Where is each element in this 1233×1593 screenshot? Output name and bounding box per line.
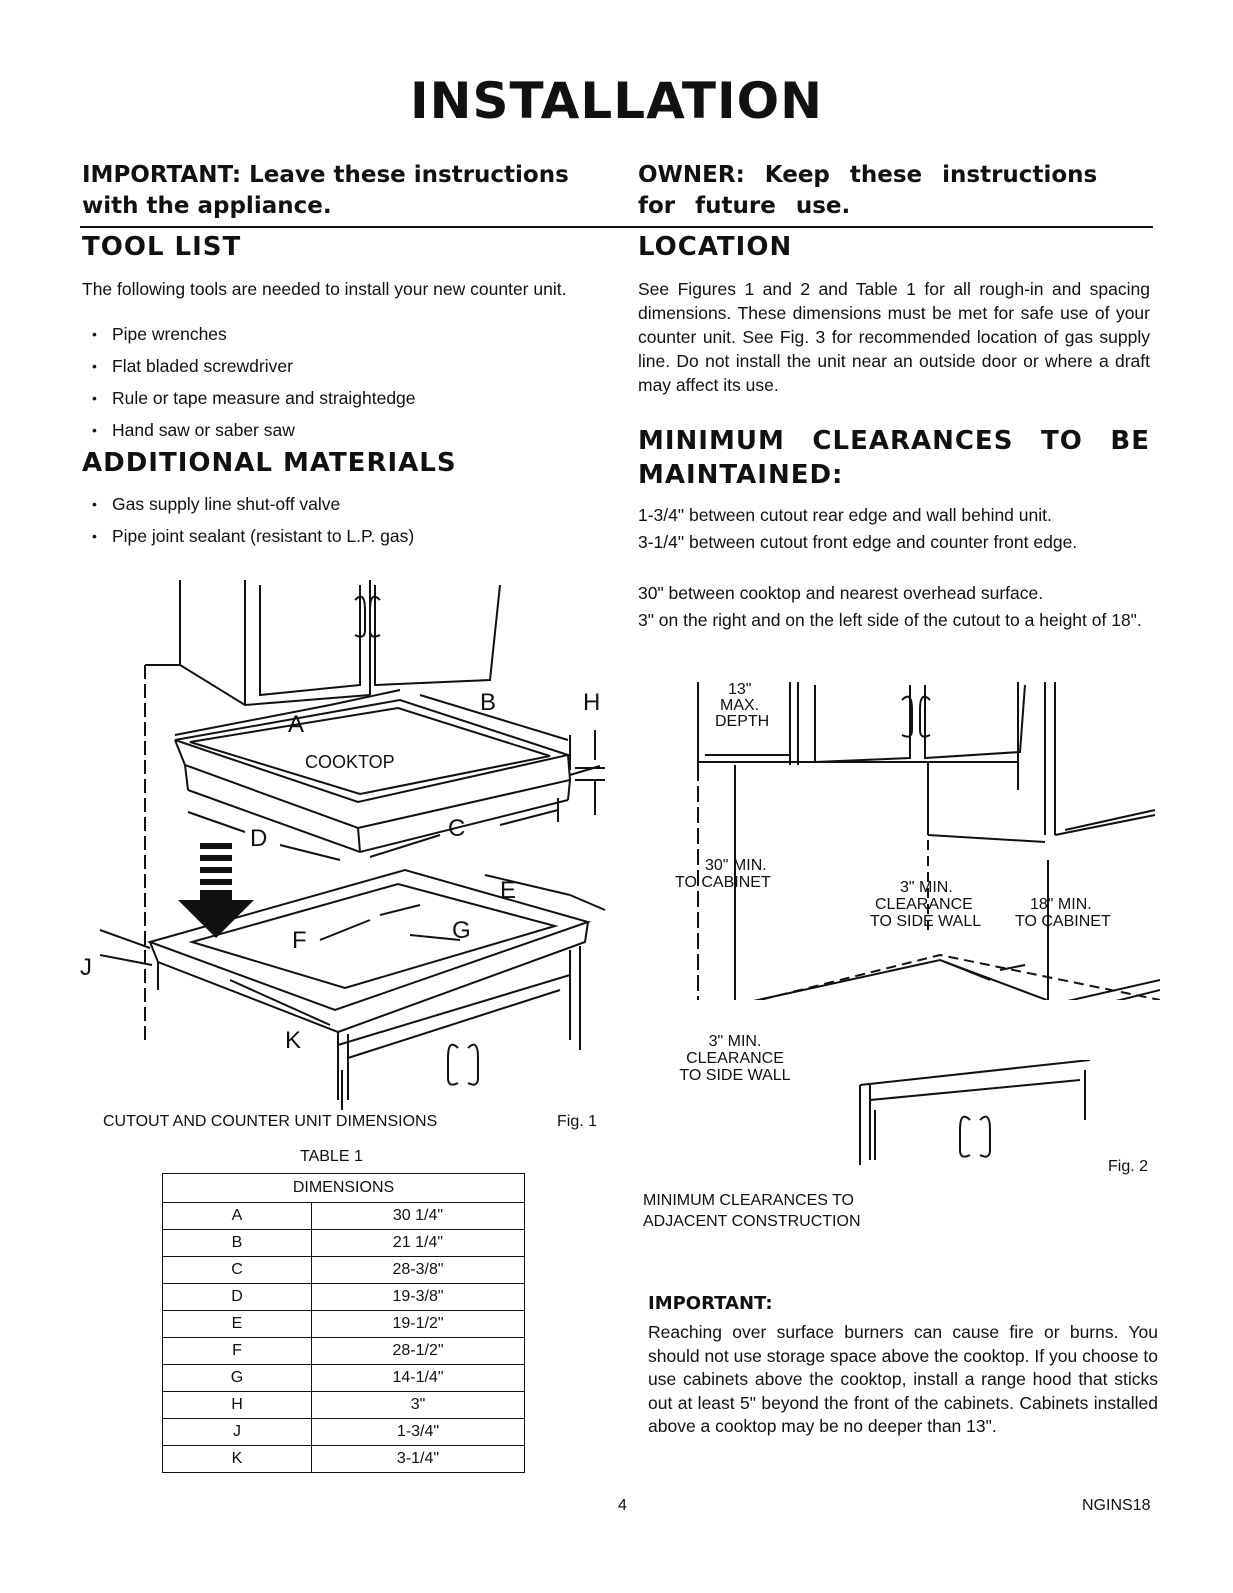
table-row: H 3": [163, 1392, 525, 1419]
table-row: C 28-3/8": [163, 1257, 525, 1284]
fig1-diagram: [80, 570, 620, 1110]
materials-list: [82, 492, 597, 556]
table1-title: TABLE 1: [300, 1148, 363, 1165]
table-row: K 3-1/4": [163, 1446, 525, 1473]
tool-list: [82, 322, 597, 450]
fig2-side-right-1: 3" MIN.: [900, 879, 953, 896]
table-row: D 19-3/8": [163, 1284, 525, 1311]
additional-materials-heading: ADDITIONAL MATERIALS: [82, 448, 457, 478]
table-header: DIMENSIONS: [163, 1174, 525, 1203]
fig1-label-d: D: [250, 825, 268, 852]
fig1-caption: CUTOUT AND COUNTER UNIT DIMENSIONS: [103, 1113, 438, 1130]
fig2-depth-1: 13": [728, 681, 752, 698]
fig2-depth-2: MAX.: [720, 697, 760, 714]
min-clearances-heading-2: MAINTAINED:: [638, 460, 844, 490]
fig2-lower-cabinet: [840, 1060, 1100, 1165]
table-row: A 30 1/4": [163, 1203, 525, 1230]
clearance-item: 3" on the right and on the left side of the cutout to a height of 18".: [638, 610, 1142, 630]
fig1-label-cooktop: COOKTOP: [305, 752, 395, 772]
fig2-diagram: [640, 670, 1160, 1000]
fig2-number: Fig. 2: [1108, 1158, 1149, 1175]
fig2-side-right-2: CLEARANCE: [875, 896, 973, 913]
table-row: F 28-1/2": [163, 1338, 525, 1365]
fig2-cabinet-18-1: 18" MIN.: [1030, 896, 1092, 913]
fig1-label-f: F: [292, 927, 307, 954]
important-header: IMPORTANT: Leave these instructions with the appliance.: [82, 162, 569, 219]
list-item: • Pipe joint sealant (resistant to L.P. gas): [82, 524, 597, 556]
list-item: • Gas supply line shut-off valve: [82, 492, 597, 524]
dimensions-table: [162, 1173, 525, 1473]
doc-code: NGINS18: [1082, 1497, 1151, 1514]
location-heading: LOCATION: [638, 232, 793, 262]
important-note-heading: IMPORTANT:: [648, 1293, 773, 1314]
fig2-side-left-label: 3" MIN. CLEARANCE TO SIDE WALL: [679, 1033, 791, 1084]
list-item: • Rule or tape measure and straightedge: [82, 386, 597, 418]
table-row: G 14-1/4": [163, 1365, 525, 1392]
fig1-label-a: A: [288, 711, 305, 738]
fig2-caption: MINIMUM CLEARANCES TO ADJACENT CONSTRUCTION: [643, 1192, 861, 1230]
header-divider: [80, 226, 1153, 228]
fig1-label-j: J: [80, 954, 92, 981]
fig1-label-c: C: [448, 815, 466, 842]
fig1-number: Fig. 1: [557, 1113, 598, 1130]
list-item: • Flat bladed screwdriver: [82, 354, 597, 386]
fig1-label-h: H: [583, 689, 601, 716]
fig2-depth-3: DEPTH: [715, 713, 770, 730]
clearance-item: 3-1/4" between cutout front edge and counter front edge.: [638, 532, 1078, 552]
min-clearances-heading-1: MINIMUM CLEARANCES TO BE: [638, 426, 1150, 456]
tool-list-intro: The following tools are needed to install your new counter unit.: [82, 279, 567, 299]
table-row: E 19-1/2": [163, 1311, 525, 1338]
fig1-label-e: E: [500, 877, 517, 904]
page-number: 4: [618, 1497, 627, 1514]
fig2-cabinet-30-2: TO CABINET: [675, 874, 771, 891]
fig2-cabinet-30-1: 30" MIN.: [705, 857, 767, 874]
clearance-item: 1-3/4" between cutout rear edge and wall behind unit.: [638, 505, 1052, 525]
fig1-label-b: B: [480, 689, 497, 716]
table-row: B 21 1/4": [163, 1230, 525, 1257]
list-item: • Hand saw or saber saw: [82, 418, 597, 450]
owner-header: OWNER: Keep these instructions for future use.: [638, 162, 1098, 219]
fig2-side-right-3: TO SIDE WALL: [870, 913, 982, 930]
fig1-label-g: G: [452, 917, 471, 944]
location-text: See Figures 1 and 2 and Table 1 for all rough-in and spacing dimensions. These dimensions must be met for safe use of your counter unit. See Fig. 3 for recommended location of gas supply line. Do not install the unit near an outside door or where a draft may affect its use.: [638, 279, 1150, 395]
fig1-label-k: K: [285, 1027, 302, 1054]
table-row: J 1-3/4": [163, 1419, 525, 1446]
important-note-text: Reaching over surface burners can cause fire or burns. You should not use storage space above the cooktop. If you choose to use cabinets above the cooktop, install a range hood that sticks out at least 5" beyond the front of the cabinets. Cabinets installed above a cooktop may be no deeper than 13".: [648, 1322, 1158, 1436]
tool-list-heading: TOOL LIST: [82, 232, 242, 262]
clearance-item: 30" between cooktop and nearest overhead surface.: [638, 583, 1044, 603]
page-title: INSTALLATION: [410, 72, 823, 130]
list-item: • Pipe wrenches: [82, 322, 597, 354]
fig2-cabinet-18-2: TO CABINET: [1015, 913, 1111, 930]
